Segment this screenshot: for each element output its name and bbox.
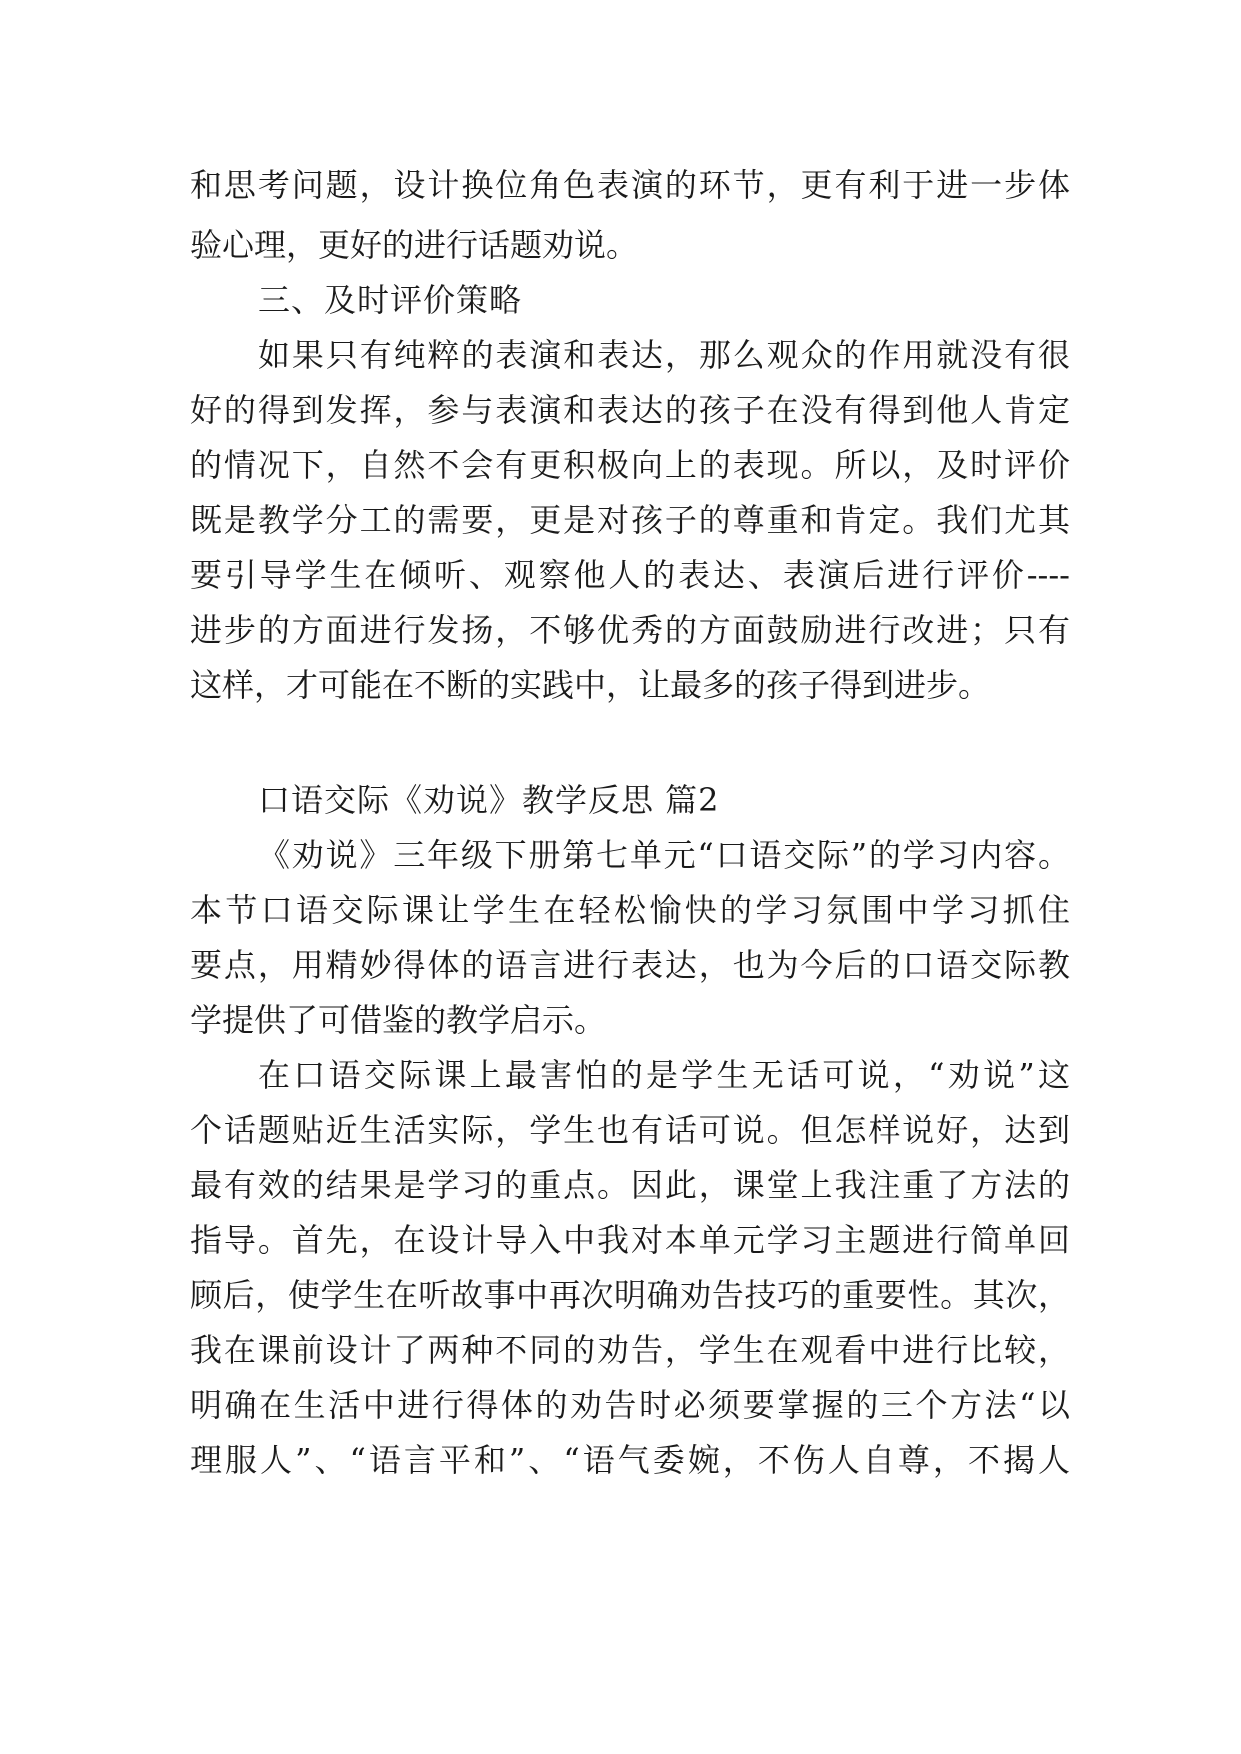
text-line: 我在课前设计了两种不同的劝告，学生在观看中进行比较，: [190, 1331, 1070, 1369]
text-line: 顾后，使学生在听故事中再次明确劝告技巧的重要性。其次，: [190, 1276, 1070, 1314]
text-line: 要引导学生在倾听、观察他人的表达、表演后进行评价----: [190, 556, 1070, 594]
text-line: 《劝说》三年级下册第七单元“口语交际”的学习内容。: [258, 836, 1070, 874]
article-title: 口语交际《劝说》教学反思 篇2: [258, 781, 720, 819]
text-line: 如果只有纯粹的表演和表达，那么观众的作用就没有很: [258, 336, 1070, 374]
text-line: 进步的方面进行发扬，不够优秀的方面鼓励进行改进；只有: [190, 611, 1070, 649]
text-line: 指导。首先，在设计导入中我对本单元学习主题进行简单回: [190, 1221, 1070, 1259]
text-line: 本节口语交际课让学生在轻松愉快的学习氛围中学习抓住: [190, 891, 1070, 929]
text-line: 既是教学分工的需要，更是对孩子的尊重和肯定。我们尤其: [190, 501, 1070, 539]
text-line: 验心理，更好的进行话题劝说。: [190, 226, 639, 264]
text-line: 的情况下，自然不会有更积极向上的表现。所以，及时评价: [190, 446, 1070, 484]
section-heading: 三、及时评价策略: [258, 281, 523, 319]
text-line: 最有效的结果是学习的重点。因此，课堂上我注重了方法的: [190, 1166, 1070, 1204]
text-line: 个话题贴近生活实际，学生也有话可说。但怎样说好，达到: [190, 1111, 1070, 1149]
text-line: 要点，用精妙得体的语言进行表达，也为今后的口语交际教: [190, 946, 1070, 984]
text-line: 理服人”、“语言平和”、“语气委婉，不伤人自尊，不揭人: [190, 1441, 1070, 1479]
text-line: 学提供了可借鉴的教学启示。: [190, 1001, 607, 1039]
text-line: 这样，才可能在不断的实践中，让最多的孩子得到进步。: [190, 666, 991, 704]
text-line: 在口语交际课上最害怕的是学生无话可说，“劝说”这: [258, 1056, 1070, 1094]
text-line: 好的得到发挥，参与表演和表达的孩子在没有得到他人肯定: [190, 391, 1070, 429]
text-line: 和思考问题，设计换位角色表演的环节，更有利于进一步体: [190, 166, 1070, 204]
text-line: 明确在生活中进行得体的劝告时必须要掌握的三个方法“以: [190, 1386, 1070, 1424]
